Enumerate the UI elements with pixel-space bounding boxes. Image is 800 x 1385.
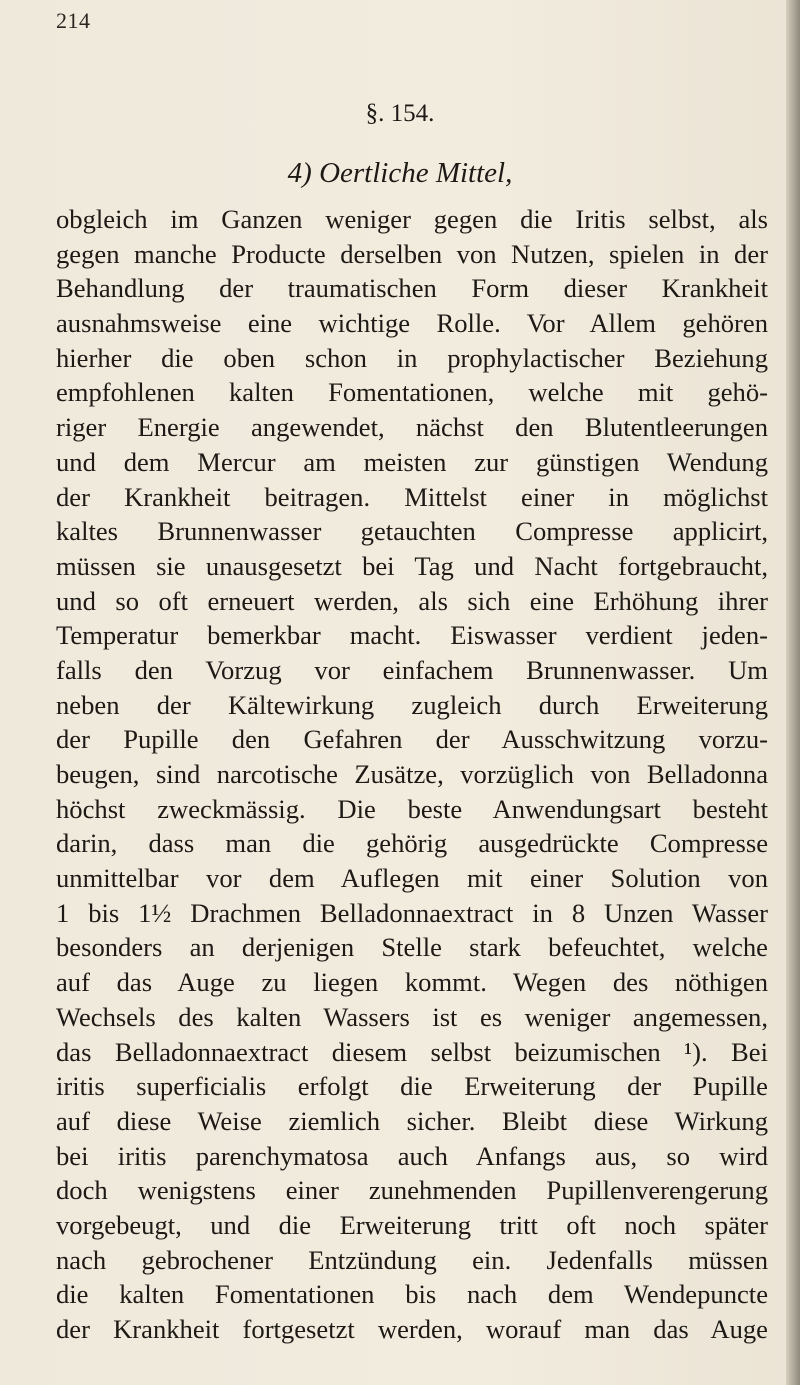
text-line: besonders an derjenigen Stelle stark befeuchtet, welche — [56, 932, 768, 963]
text-line: und dem Mercur am meisten zur günstigen Wendung — [56, 446, 768, 477]
text-line: nach gebrochener Entzündung ein. Jedenfalls müssen — [56, 1244, 768, 1275]
text-line: kaltes Brunnenwasser getauchten Compresse applicirt, — [56, 516, 768, 547]
text-line: obgleich im Ganzen weniger gegen die Iritis selbst, als — [56, 204, 768, 234]
text-line: vorgebeugt, und die Erweiterung tritt oft noch später — [56, 1209, 768, 1240]
text-line: neben der Kältewirkung zugleich durch Erweiterung — [56, 689, 768, 720]
text-line: falls den Vorzug vor einfachem Brunnenwasser. Um — [56, 654, 768, 685]
text-line: müssen sie unausgesetzt bei Tag und Nacht fortgebraucht, — [56, 550, 768, 581]
text-line: beugen, sind narcotische Zusätze, vorzüglich von Belladonna — [56, 759, 768, 789]
text-line: hierher die oben schon in prophylactischer Beziehung — [56, 342, 768, 373]
text-line: Wechsels des kalten Wassers ist es weniger angemessen, — [56, 1001, 768, 1032]
text-line: der Krankheit fortgesetzt werden, worauf man das Auge — [56, 1314, 768, 1344]
text-line: doch wenigstens einer zunehmenden Pupillenverengerung — [56, 1175, 768, 1206]
text-line: Behandlung der traumatischen Form dieser Krankheit — [56, 273, 768, 304]
text-line: der Pupille den Gefahren der Ausschwitzung vorzu- — [56, 724, 768, 755]
text-line: der Krankheit beitragen. Mittelst einer in möglichst — [56, 481, 768, 512]
text-line: und so oft erneuert werden, als sich eine Erhöhung ihrer — [56, 585, 768, 616]
section-title: 4) Oertliche Mittel, — [287, 157, 513, 189]
text-line: höchst zweckmässig. Die beste Anwendungsart besteht — [56, 793, 768, 824]
text-line: das Belladonnaextract diesem selbst beizumischen ¹). Bei — [56, 1036, 768, 1067]
text-line: auf das Auge zu liegen kommt. Wegen des nöthigen — [56, 967, 768, 998]
text-line: unmittelbar vor dem Auflegen mit einer Solution von — [56, 863, 768, 894]
body-text — [56, 202, 768, 1347]
text-line: riger Energie angewendet, nächst den Blutentleerungen — [56, 412, 768, 443]
text-line: bei iritis parenchymatosa auch Anfangs aus, so wird — [56, 1140, 768, 1171]
text-line: 1 bis 1½ Drachmen Belladonnaextract in 8 Unzen Wasser — [56, 897, 768, 928]
page-edge — [786, 0, 800, 1385]
section-number: §. 154. — [365, 100, 435, 127]
text-line: empfohlenen kalten Fomentationen, welche mit gehö- — [56, 377, 768, 408]
page-number: 214 — [56, 8, 91, 33]
text-line: gegen manche Producte derselben von Nutzen, spielen in der — [56, 238, 768, 269]
text-line: darin, dass man die gehörig ausgedrückte Compresse — [56, 828, 768, 859]
text-line: auf diese Weise ziemlich sicher. Bleibt diese Wirkung — [56, 1105, 768, 1136]
text-line: die kalten Fomentationen bis nach dem Wendepuncte — [56, 1279, 768, 1310]
text-line: Temperatur bemerkbar macht. Eiswasser verdient jeden- — [56, 620, 768, 651]
text-line: ausnahmsweise eine wichtige Rolle. Vor Allem gehören — [56, 308, 768, 339]
text-line: iritis superficialis erfolgt die Erweiterung der Pupille — [56, 1071, 768, 1102]
